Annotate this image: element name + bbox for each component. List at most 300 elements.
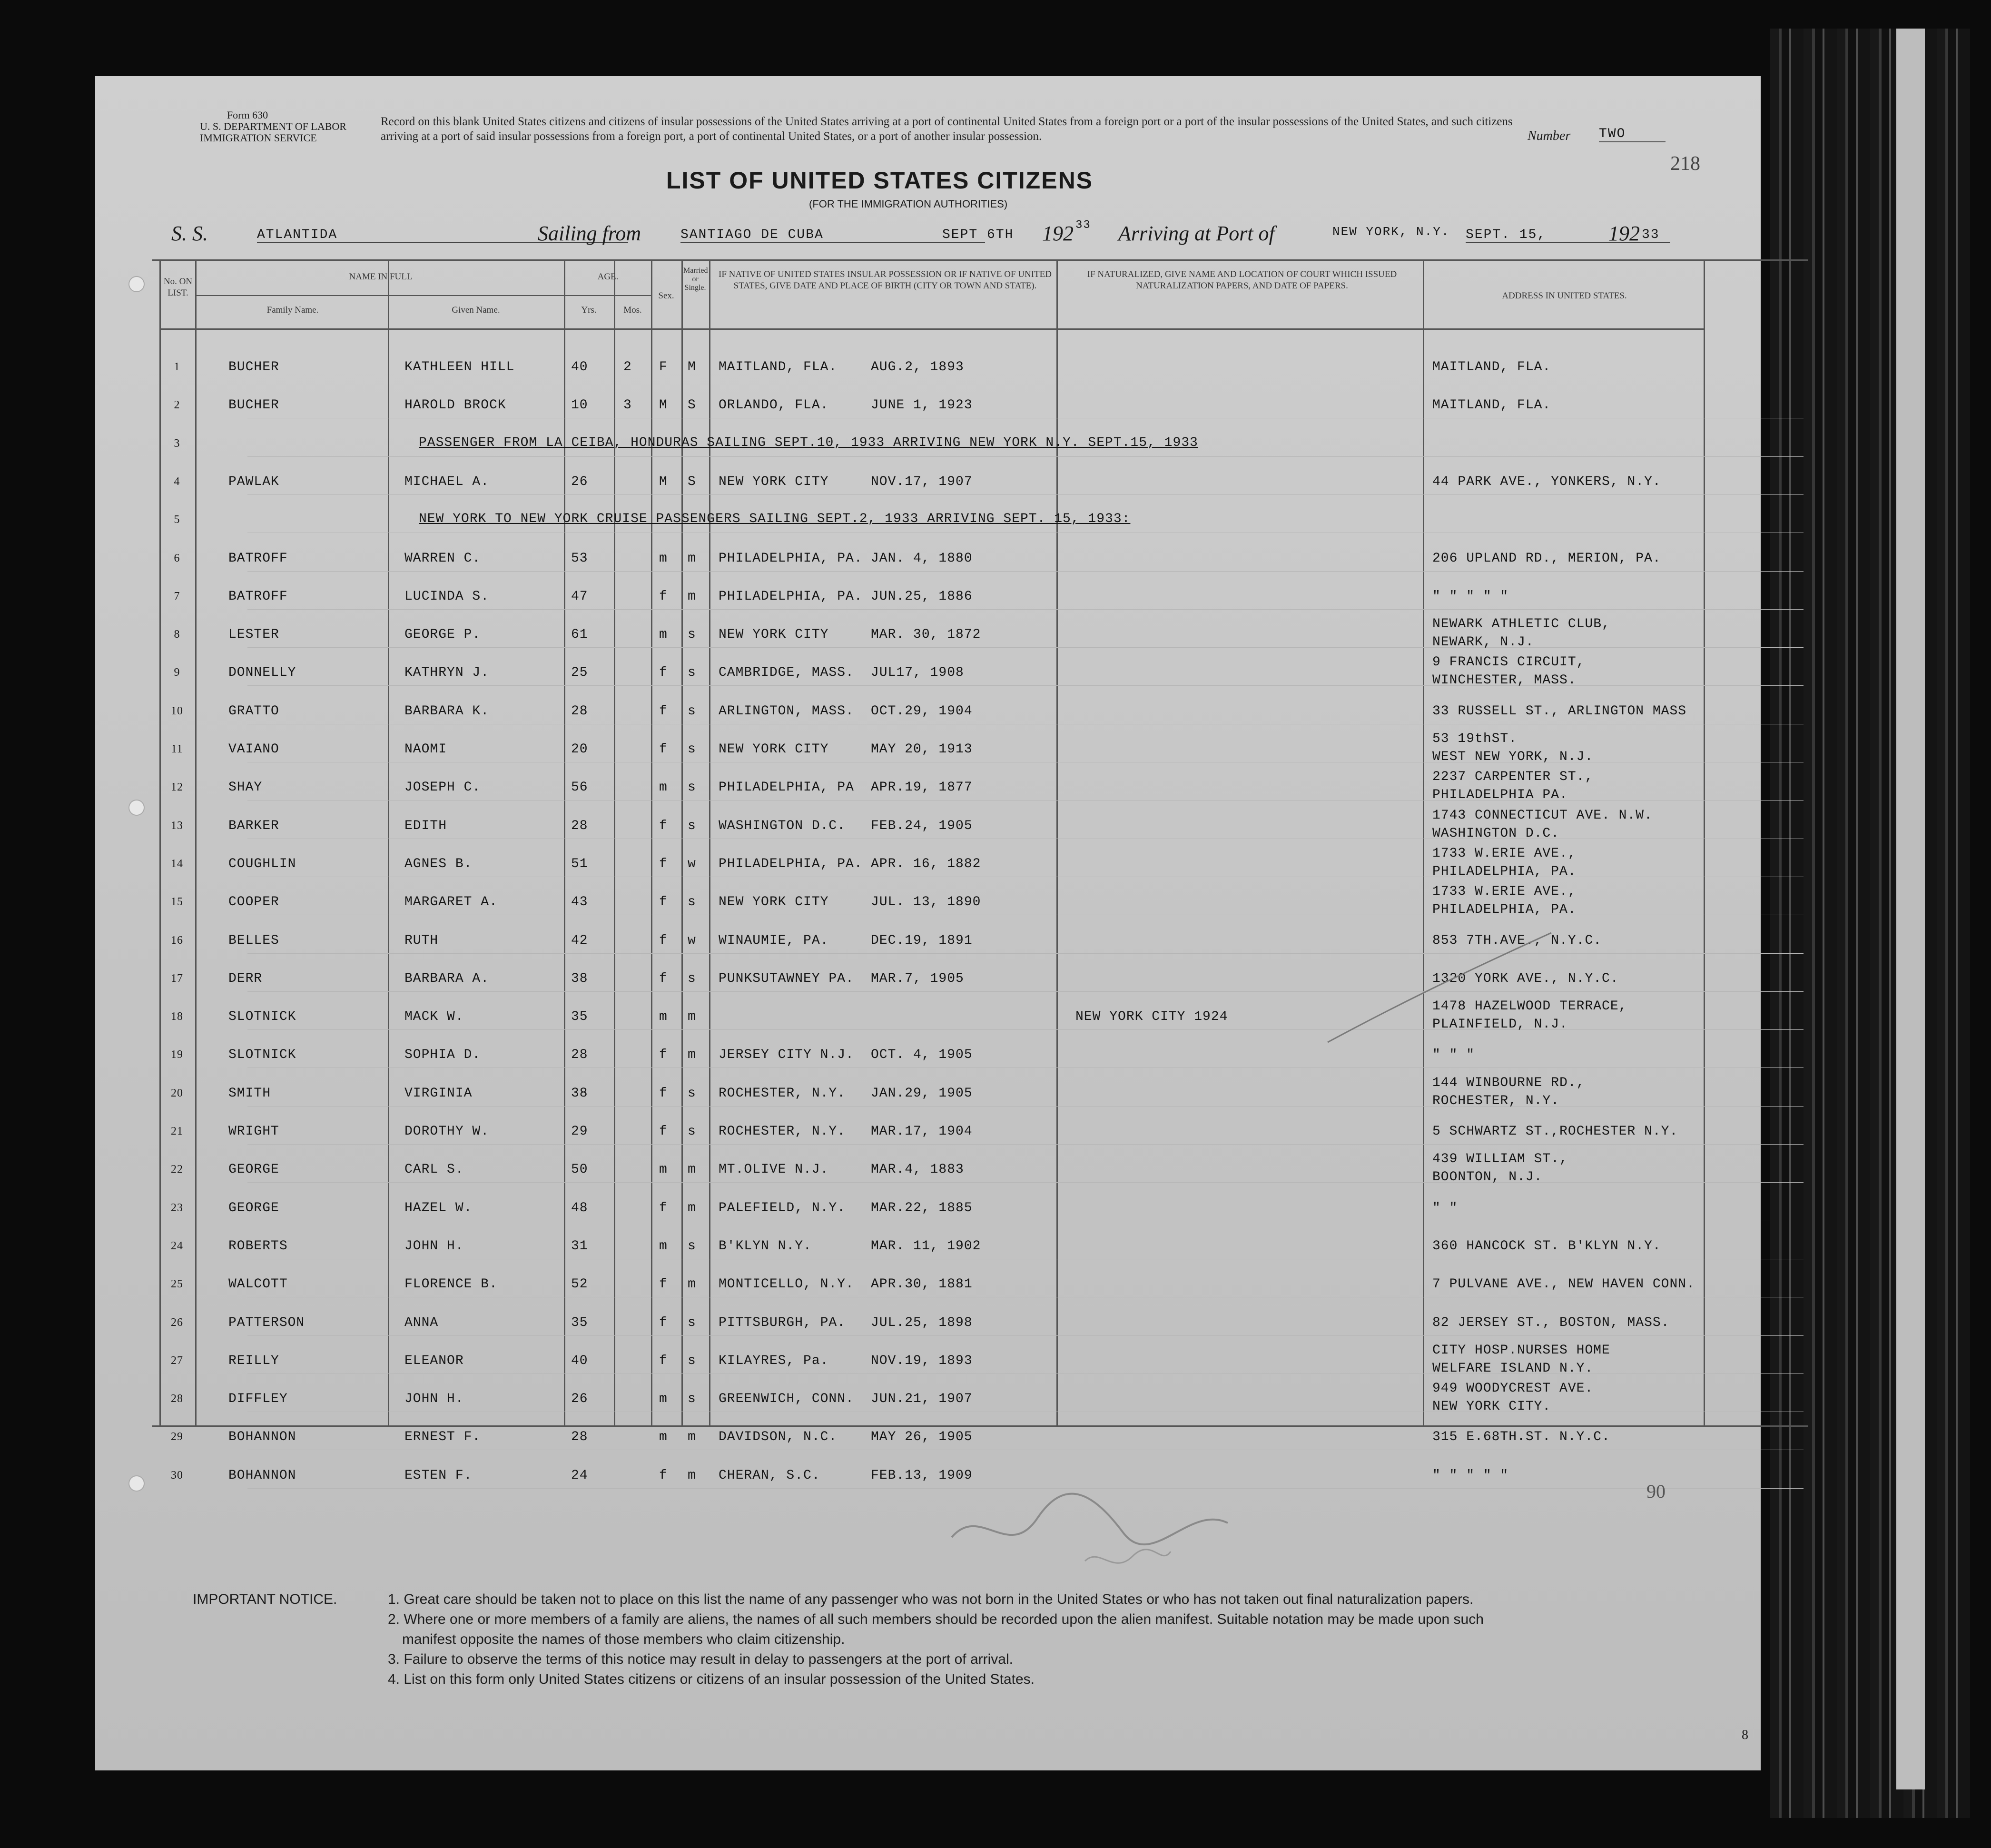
cell-ms: S	[688, 398, 696, 413]
cell-sex: m	[659, 780, 668, 795]
cell-family: COUGHLIN	[228, 856, 296, 871]
department-label: U. S. DEPARTMENT OF LABOR	[200, 120, 346, 132]
row-number: 11	[171, 743, 183, 755]
row-number: 27	[171, 1354, 183, 1367]
cell-bdate: DEC.19, 1891	[871, 933, 973, 948]
corner-mark: 8	[1742, 1728, 1748, 1742]
row-rule	[247, 1029, 1804, 1030]
cell-addr1: 53 19thST.	[1432, 731, 1518, 746]
number-label: Number	[1528, 128, 1571, 143]
cell-bdate: FEB.24, 1905	[871, 818, 973, 833]
notice-item: 2. Where one or more members of a family are aliens, the names of all such members should be recorded upon the alien manifest. Suitable notation may be made upon such	[388, 1611, 1484, 1627]
row-rule	[247, 1067, 1804, 1068]
cell-family: SLOTNICK	[228, 1009, 296, 1025]
col-rule	[709, 259, 710, 1425]
row-rule	[247, 647, 1804, 648]
cell-bdate: JAN.29, 1905	[871, 1086, 973, 1101]
cell-ms: w	[688, 856, 696, 871]
notice-item: 3. Failure to observe the terms of this notice may result in delay to passengers at the port of arrival.	[388, 1651, 1013, 1667]
cell-given: JOHN H.	[404, 1392, 464, 1407]
notice-label: IMPORTANT NOTICE.	[193, 1591, 337, 1607]
arriving-label: Arriving at Port of	[1118, 222, 1275, 245]
cell-birth: PHILADELPHIA, PA	[719, 780, 854, 795]
cell-addr2: WASHINGTON D.C.	[1432, 826, 1560, 841]
section-banner: PASSENGER FROM LA CEIBA, HONDURAS SAILING SEPT.10, 1933 ARRIVING NEW YORK N.Y. SEPT.15, 1933	[419, 435, 1198, 450]
cell-yrs: 47	[571, 589, 588, 604]
cell-sex: m	[659, 627, 668, 642]
row-number: 29	[171, 1431, 183, 1443]
cell-sex: m	[659, 551, 668, 566]
cell-addr1: 9 FRANCIS CIRCUIT,	[1432, 655, 1585, 670]
row-number: 8	[174, 628, 180, 641]
cell-birth: MONTICELLO, N.Y.	[719, 1277, 854, 1292]
cell-family: DONNELLY	[228, 665, 296, 681]
cell-ms: s	[688, 895, 696, 910]
row-number: 19	[171, 1048, 183, 1061]
col-rule	[651, 259, 652, 1425]
cell-bdate: JUN.25, 1886	[871, 589, 973, 604]
cell-given: ESTEN F.	[404, 1468, 473, 1483]
cell-given: JOHN H.	[404, 1238, 464, 1254]
cell-bdate: JUN.21, 1907	[871, 1392, 973, 1407]
row-number: 26	[171, 1316, 183, 1329]
cell-bdate: JUL.25, 1898	[871, 1315, 973, 1330]
header-married-single: Married or Single.	[683, 267, 708, 292]
cell-addr2: PHILADELPHIA, PA.	[1432, 864, 1577, 879]
cell-family: PATTERSON	[228, 1315, 305, 1330]
cell-given: HAZEL W.	[404, 1200, 473, 1216]
row-rule	[247, 953, 1804, 954]
cell-bdate: NOV.19, 1893	[871, 1353, 973, 1368]
cell-sex: m	[659, 1430, 668, 1445]
table-bottom-rule	[152, 1425, 1808, 1427]
cell-addr1: " " " " "	[1432, 1468, 1509, 1483]
cell-birth: NEW YORK CITY	[719, 742, 829, 757]
manifest-sheet	[95, 76, 1761, 1770]
page-number-bottom: 90	[1646, 1481, 1666, 1502]
cell-addr1: 853 7TH.AVE., N.Y.C.	[1432, 933, 1602, 948]
cell-given: MICHAEL A.	[404, 474, 490, 489]
cell-given: RUTH	[404, 933, 439, 948]
cell-ms: M	[688, 360, 696, 375]
cell-addr1: 315 E.68TH.ST. N.Y.C.	[1432, 1430, 1610, 1445]
cell-ms: m	[688, 1162, 696, 1177]
cell-ms: m	[688, 1430, 696, 1445]
form-subtitle: (FOR THE IMMIGRATION AUTHORITIES)	[809, 198, 1008, 210]
col-rule	[564, 259, 565, 1425]
notice-item: 1. Great care should be taken not to place on this list the name of any passenger who was not born in the United States or who has not taken out final naturalization papers.	[388, 1591, 1474, 1607]
cell-birth: PITTSBURGH, PA.	[719, 1315, 846, 1330]
cell-birth: WINAUMIE, PA.	[719, 933, 829, 948]
table-top-rule	[152, 259, 1808, 261]
cell-ms: s	[688, 818, 696, 833]
ss-label: S. S.	[171, 222, 208, 245]
cell-birth: MAITLAND, FLA.	[719, 360, 838, 375]
cell-bdate: APR. 16, 1882	[871, 856, 981, 871]
col-rule	[681, 259, 683, 1425]
cell-given: ELEANOR	[404, 1353, 464, 1368]
cell-addr2: BOONTON, N.J.	[1432, 1170, 1543, 1185]
header-address: ADDRESS IN UNITED STATES.	[1502, 291, 1627, 301]
cell-addr1: MAITLAND, FLA.	[1432, 398, 1551, 413]
cell-addr1: 1320 YORK AVE., N.Y.C.	[1432, 971, 1619, 986]
col-rule	[1056, 259, 1058, 1425]
cell-ms: m	[688, 551, 696, 566]
cell-family: DIFFLEY	[228, 1392, 288, 1407]
cell-family: COOPER	[228, 895, 279, 910]
cell-nat: NEW YORK CITY 1924	[1075, 1009, 1228, 1025]
header-given-name: Given Name.	[452, 305, 500, 315]
row-number: 13	[171, 819, 183, 832]
cell-bdate: MAR.17, 1904	[871, 1124, 973, 1139]
cell-birth: CAMBRIDGE, MASS.	[719, 665, 854, 681]
row-rule	[247, 1106, 1804, 1107]
cell-birth: PHILADELPHIA, PA.	[719, 551, 863, 566]
cell-yrs: 28	[571, 1048, 588, 1063]
col-rule	[1423, 259, 1424, 1425]
cell-addr2: PHILADELPHIA, PA.	[1432, 902, 1577, 918]
cell-ms: w	[688, 933, 696, 948]
cell-bdate: MAY 20, 1913	[871, 742, 973, 757]
cell-sex: f	[659, 1353, 668, 1368]
cell-given: FLORENCE B.	[404, 1277, 498, 1292]
film-edge-light-band	[1896, 29, 1925, 1789]
cell-family: BARKER	[228, 818, 279, 833]
cell-ms: s	[688, 1353, 696, 1368]
cell-bdate: APR.19, 1877	[871, 780, 973, 795]
cell-yrs: 29	[571, 1124, 588, 1139]
cell-bdate: JUL17, 1908	[871, 665, 964, 681]
arrival-year-prefix: 192	[1608, 222, 1640, 245]
row-number: 10	[171, 704, 183, 717]
cell-bdate: AUG.2, 1893	[871, 360, 964, 375]
cell-given: BARBARA A.	[404, 971, 490, 986]
cell-birth: GREENWICH, CONN.	[719, 1392, 854, 1407]
cell-given: HAROLD BROCK	[404, 398, 506, 413]
cell-given: SOPHIA D.	[404, 1048, 481, 1063]
name-subheader-rule	[195, 295, 564, 296]
cell-yrs: 35	[571, 1009, 588, 1025]
cell-family: WRIGHT	[228, 1124, 279, 1139]
cell-bdate: OCT.29, 1904	[871, 703, 973, 719]
col-rule	[614, 259, 615, 1425]
cell-addr1: 144 WINBOURNE RD.,	[1432, 1075, 1585, 1090]
cell-ms: s	[688, 627, 696, 642]
cell-sex: f	[659, 1124, 668, 1139]
row-rule	[247, 456, 1804, 457]
header-family-name: Family Name.	[266, 305, 319, 315]
cell-birth: ROCHESTER, N.Y.	[719, 1124, 846, 1139]
row-rule	[247, 1182, 1804, 1183]
row-rule	[247, 571, 1804, 572]
cell-addr1: 82 JERSEY ST., BOSTON, MASS.	[1432, 1315, 1670, 1330]
cell-bdate: OCT. 4, 1905	[871, 1048, 973, 1063]
cell-family: BELLES	[228, 933, 279, 948]
cell-mos: 3	[623, 398, 632, 413]
form-number: Form 630	[227, 109, 268, 121]
col-rule	[1704, 259, 1705, 1425]
cell-bdate: MAR.22, 1885	[871, 1200, 973, 1216]
row-number: 25	[171, 1278, 183, 1291]
cell-addr1: MAITLAND, FLA.	[1432, 360, 1551, 375]
cell-birth: ORLANDO, FLA.	[719, 398, 829, 413]
cell-birth: PHILADELPHIA, PA.	[719, 589, 863, 604]
row-number: 6	[174, 552, 180, 564]
pencil-annotation-mark	[1323, 923, 1561, 1047]
cell-sex: f	[659, 589, 668, 604]
cell-birth: ARLINGTON, MASS.	[719, 703, 854, 719]
cell-ms: m	[688, 1468, 696, 1483]
cell-birth: DAVIDSON, N.C.	[719, 1430, 838, 1445]
cell-yrs: 43	[571, 895, 588, 910]
form-instructions: Record on this blank United States citizens and citizens of insular possessions of the United States arriving at a port of continental United States from a foreign port or a port of the insular possessions of the United States, and such citizens arriving at a port of said insular possessions from a foreign port, a port of continental United States, or a port of another insular possession.	[381, 115, 1513, 143]
cell-sex: M	[659, 398, 668, 413]
cell-family: BATROFF	[228, 551, 288, 566]
cell-family: PAWLAK	[228, 474, 279, 489]
cell-yrs: 48	[571, 1200, 588, 1216]
cell-yrs: 28	[571, 703, 588, 719]
row-number: 23	[171, 1201, 183, 1214]
cell-birth: NEW YORK CITY	[719, 474, 829, 489]
cell-ms: m	[688, 1277, 696, 1292]
cell-family: BUCHER	[228, 360, 279, 375]
header-birth-info: IF NATIVE OF UNITED STATES INSULAR POSSESSION OR IF NATIVE OF UNITED STATES, GIVE DATE AND PLACE OF BIRTH (CITY OR TOWN AND STATE).	[719, 269, 1052, 291]
cell-yrs: 20	[571, 742, 588, 757]
cell-sex: f	[659, 665, 668, 681]
cell-yrs: 56	[571, 780, 588, 795]
cell-addr1: 5 SCHWARTZ ST.,ROCHESTER N.Y.	[1432, 1124, 1678, 1139]
cell-family: BOHANNON	[228, 1430, 296, 1445]
col-rule	[388, 259, 389, 1425]
row-rule	[247, 609, 1804, 610]
row-number: 5	[174, 514, 180, 526]
cell-family: SHAY	[228, 780, 263, 795]
cell-birth: JERSEY CITY N.J.	[719, 1048, 854, 1063]
cell-given: AGNES B.	[404, 856, 473, 871]
cell-given: ANNA	[404, 1315, 439, 1330]
cell-bdate: NOV.17, 1907	[871, 474, 973, 489]
punch-hole	[128, 1475, 145, 1492]
cell-given: LUCINDA S.	[404, 589, 490, 604]
cell-yrs: 25	[571, 665, 588, 681]
cell-bdate: FEB.13, 1909	[871, 1468, 973, 1483]
cell-family: BATROFF	[228, 589, 288, 604]
cell-addr1: 44 PARK AVE., YONKERS, N.Y.	[1432, 474, 1661, 489]
cell-birth: WASHINGTON D.C.	[719, 818, 846, 833]
cell-addr2: WEST NEW YORK, N.J.	[1432, 750, 1594, 764]
cell-bdate: MAR. 11, 1902	[871, 1238, 981, 1254]
cell-yrs: 28	[571, 818, 588, 833]
row-rule	[247, 991, 1804, 992]
cell-sex: f	[659, 1277, 668, 1292]
cell-addr2: NEW YORK CITY.	[1432, 1399, 1551, 1414]
cell-addr1: " " "	[1432, 1048, 1475, 1063]
cell-sex: m	[659, 1238, 668, 1254]
cell-sex: f	[659, 933, 668, 948]
cell-family: GEORGE	[228, 1162, 279, 1177]
cell-ms: s	[688, 1392, 696, 1407]
cell-sex: f	[659, 1086, 668, 1101]
cell-given: JOSEPH C.	[404, 780, 481, 795]
row-number: 7	[174, 590, 180, 603]
cell-ms: S	[688, 474, 696, 489]
form-identity	[200, 109, 346, 144]
cell-addr1: 1733 W.ERIE AVE.,	[1432, 846, 1577, 861]
cell-yrs: 28	[571, 1430, 588, 1445]
cell-ms: m	[688, 589, 696, 604]
row-number: 9	[174, 666, 180, 679]
cell-bdate: MAR.7, 1905	[871, 971, 964, 986]
cell-sex: f	[659, 971, 668, 986]
cell-given: EDITH	[404, 818, 447, 833]
official-signature	[942, 1466, 1275, 1590]
row-number: 14	[171, 857, 183, 870]
cell-addr1: NEWARK ATHLETIC CLUB,	[1432, 617, 1610, 632]
cell-addr2: ROCHESTER, N.Y.	[1432, 1093, 1560, 1108]
row-number: 3	[174, 437, 180, 450]
cell-yrs: 61	[571, 627, 588, 642]
arrival-port: NEW YORK, N.Y.	[1332, 225, 1450, 239]
row-rule	[247, 1144, 1804, 1145]
header-name-in-full: NAME IN FULL	[349, 272, 413, 282]
cell-sex: F	[659, 360, 668, 375]
cell-family: WALCOTT	[228, 1277, 288, 1292]
cell-bdate: JUNE 1, 1923	[871, 398, 973, 413]
arrival-date: SEPT. 15,	[1466, 227, 1670, 243]
cell-yrs: 35	[571, 1315, 588, 1330]
cell-ms: s	[688, 1238, 696, 1254]
departure-port: SANTIAGO DE CUBA	[680, 227, 985, 243]
cell-sex: m	[659, 1162, 668, 1177]
cell-addr1: 949 WOODYCREST AVE.	[1432, 1381, 1594, 1396]
cell-given: GEORGE P.	[404, 627, 481, 642]
notice-item: manifest opposite the names of those members who claim citizenship.	[402, 1631, 845, 1647]
cell-yrs: 40	[571, 1353, 588, 1368]
cell-sex: f	[659, 895, 668, 910]
cell-sex: m	[659, 1009, 668, 1025]
cell-yrs: 10	[571, 398, 588, 413]
cell-given: BARBARA K.	[404, 703, 490, 719]
cell-yrs: 38	[571, 1086, 588, 1101]
cell-ms: m	[688, 1048, 696, 1063]
cell-bdate: JAN. 4, 1880	[871, 551, 973, 566]
notice-item: 4. List on this form only United States citizens or citizens of an insular possession of the United States.	[388, 1671, 1035, 1687]
row-number: 18	[171, 1010, 183, 1023]
row-number: 2	[174, 399, 180, 412]
cell-given: ERNEST F.	[404, 1430, 481, 1445]
cell-family: GEORGE	[228, 1200, 279, 1216]
cell-sex: f	[659, 703, 668, 719]
cell-ms: s	[688, 971, 696, 986]
header-sex: Sex.	[658, 291, 674, 301]
cell-family: REILLY	[228, 1353, 279, 1368]
age-subheader-rule	[564, 295, 651, 296]
cell-addr2: WELFARE ISLAND N.Y.	[1432, 1361, 1594, 1376]
cell-addr1: 439 WILLIAM ST.,	[1432, 1152, 1568, 1167]
form-title: LIST OF UNITED STATES CITIZENS	[666, 167, 1094, 194]
row-rule	[247, 494, 1804, 495]
cell-ms: s	[688, 780, 696, 795]
departure-date: SEPT 6TH	[942, 227, 1014, 242]
col-rule	[195, 259, 197, 1425]
cell-yrs: 38	[571, 971, 588, 986]
row-number: 15	[171, 896, 183, 909]
cell-given: KATHLEEN HILL	[404, 360, 515, 375]
cell-given: CARL S.	[404, 1162, 464, 1177]
cell-family: ROBERTS	[228, 1238, 288, 1254]
cell-addr1: 1743 CONNECTICUT AVE. N.W.	[1432, 808, 1653, 823]
punch-hole	[128, 800, 145, 816]
cell-bdate: MAR.4, 1883	[871, 1162, 964, 1177]
cell-ms: s	[688, 1315, 696, 1330]
cell-addr2: NEWARK, N.J.	[1432, 635, 1534, 650]
header-months: Mos.	[623, 305, 642, 315]
number-value: TWO	[1599, 127, 1666, 142]
cell-yrs: 31	[571, 1238, 588, 1254]
cell-sex: f	[659, 818, 668, 833]
cell-addr2: PHILADELPHIA PA.	[1432, 788, 1568, 803]
cell-addr1: 1478 HAZELWOOD TERRACE,	[1432, 999, 1627, 1014]
cell-birth: PALEFIELD, N.Y.	[719, 1200, 846, 1216]
cell-yrs: 53	[571, 551, 588, 566]
cell-given: MARGARET A.	[404, 895, 498, 910]
cell-bdate: MAR. 30, 1872	[871, 627, 981, 642]
cell-family: BOHANNON	[228, 1468, 296, 1483]
cell-yrs: 26	[571, 1392, 588, 1407]
cell-addr1: " "	[1432, 1200, 1458, 1216]
cell-yrs: 52	[571, 1277, 588, 1292]
header-naturalization: IF NATURALIZED, GIVE NAME AND LOCATION OF COURT WHICH ISSUED NATURALIZATION PAPERS, AND DATE OF PAPERS.	[1087, 269, 1397, 291]
cell-family: SMITH	[228, 1086, 271, 1101]
film-edge-strip	[1770, 29, 1970, 1818]
cell-ms: s	[688, 1086, 696, 1101]
row-number: 4	[174, 475, 180, 488]
cell-given: NAOMI	[404, 742, 447, 757]
row-number: 16	[171, 934, 183, 947]
page-stamp-number: 218	[1670, 153, 1700, 175]
cell-birth: PHILADELPHIA, PA.	[719, 856, 863, 871]
cell-addr1: 33 RUSSELL ST., ARLINGTON MASS	[1432, 703, 1687, 719]
cell-bdate: APR.30, 1881	[871, 1277, 973, 1292]
cell-birth: PUNKSUTAWNEY PA.	[719, 971, 854, 986]
cell-given: WARREN C.	[404, 551, 481, 566]
row-number: 17	[171, 972, 183, 985]
table-left-rule	[159, 259, 161, 1425]
cell-ms: m	[688, 1009, 696, 1025]
cell-family: LESTER	[228, 627, 279, 642]
sailing-from-label: Sailing from	[538, 222, 641, 245]
cell-addr1: 360 HANCOCK ST. B'KLYN N.Y.	[1432, 1238, 1661, 1254]
cell-addr1: " " " " "	[1432, 589, 1509, 604]
row-number: 30	[171, 1469, 183, 1482]
arrival-year-suffix: 33	[1642, 227, 1660, 242]
cell-birth: CHERAN, S.C.	[719, 1468, 820, 1483]
row-number: 21	[171, 1125, 183, 1137]
cell-sex: f	[659, 742, 668, 757]
cell-birth: KILAYRES, Pa.	[719, 1353, 829, 1368]
row-number: 20	[171, 1087, 183, 1099]
cell-family: GRATTO	[228, 703, 279, 719]
cell-family: VAIANO	[228, 742, 279, 757]
header-bottom-rule	[159, 328, 1704, 330]
cell-addr1: 1733 W.ERIE AVE.,	[1432, 884, 1577, 899]
cell-ms: m	[688, 1200, 696, 1216]
cell-yrs: 24	[571, 1468, 588, 1483]
cell-ms: s	[688, 665, 696, 681]
cell-yrs: 42	[571, 933, 588, 948]
cell-addr2: WINCHESTER, MASS.	[1432, 673, 1577, 688]
cell-ms: s	[688, 742, 696, 757]
